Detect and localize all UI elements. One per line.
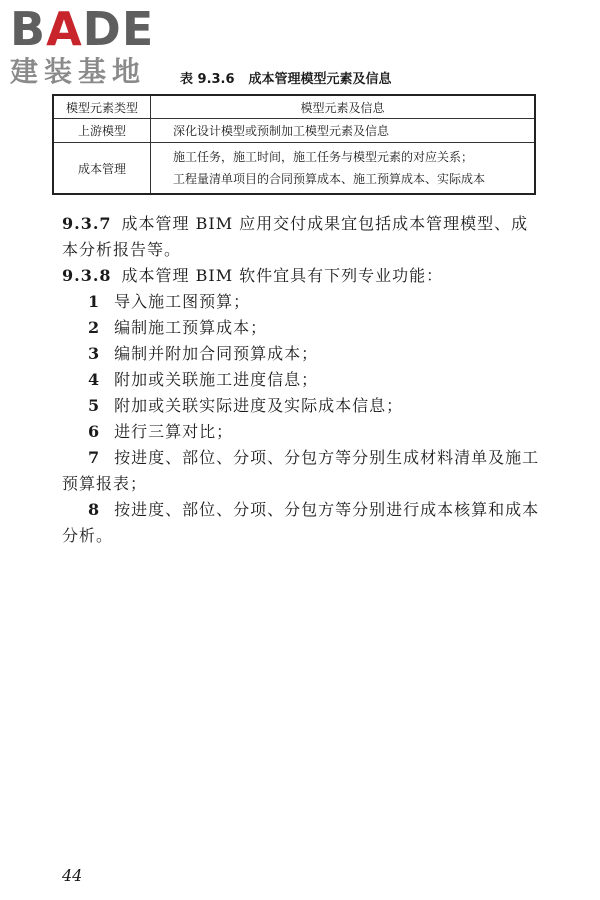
list-item [62, 419, 566, 445]
table-caption-title: 成本管理模型元素及信息 [248, 72, 392, 87]
list-item-text: 附加或关联施工进度信息； [114, 370, 319, 389]
list-item-text: 按进度、部位、分项、分包方等分别进行成本核算和成本分析。 [62, 500, 540, 545]
table-cell-line: 深化设计模型或预制加工模型元素及信息 [173, 124, 390, 138]
list-item-number: 7 [88, 448, 101, 467]
list-item-text: 按进度、部位、分项、分包方等分别生成材料清单及施工预算报表； [62, 448, 540, 493]
table-cell-info [151, 143, 536, 195]
logo-wordmark [10, 4, 154, 54]
list-item-text: 导入施工图预算； [114, 292, 251, 311]
section-9-3-8 [62, 263, 540, 289]
list-item-text: 附加或关联实际进度及实际成本信息； [114, 396, 404, 415]
list-item-number: 6 [88, 422, 101, 441]
table-cell-info [151, 119, 536, 143]
list-item-number: 2 [88, 318, 101, 337]
list-item [62, 289, 566, 315]
list-item [62, 315, 566, 341]
list-item [62, 367, 566, 393]
list-item-text: 进行三算对比； [114, 422, 234, 441]
page-number: 44 [62, 866, 83, 885]
table-header-type: 模型元素类型 [53, 95, 151, 119]
list-item-number: 4 [88, 370, 101, 389]
section-number: 9.3.8 [62, 266, 112, 285]
table-cell-type: 成本管理 [53, 143, 151, 195]
list-item-number: 8 [88, 500, 101, 519]
table-header-row [53, 95, 535, 119]
section-9-3-7 [62, 211, 540, 263]
list-item [62, 445, 540, 497]
table-row [53, 143, 535, 195]
table-cell-line: 工程量清单项目的合同预算成本、施工预算成本、实际成本 [173, 172, 486, 186]
logo [10, 4, 175, 90]
table-row [53, 119, 535, 143]
list-item-text: 编制施工预算成本； [114, 318, 268, 337]
cost-model-table [52, 94, 536, 195]
list-item [62, 393, 566, 419]
list-item [62, 341, 566, 367]
table-caption-number: 表 9.3.6 [180, 72, 235, 87]
list-item-number: 1 [88, 292, 101, 311]
section-text: 成本管理 BIM 应用交付成果宜包括成本管理模型、成本分析报告等。 [62, 214, 529, 259]
list-item-number: 5 [88, 396, 101, 415]
section-number: 9.3.7 [62, 214, 112, 233]
logo-letters-de: DE [82, 2, 155, 56]
logo-letter-a: A [46, 2, 83, 56]
list-item-number: 3 [88, 344, 101, 363]
logo-subtitle: 建装基地 [10, 55, 147, 88]
table-cell-line: 施工任务，施工时间，施工任务与模型元素的对应关系； [173, 150, 474, 164]
section-text: 成本管理 BIM 软件宜具有下列专业功能： [121, 266, 444, 285]
list-item [62, 497, 540, 549]
logo-letter-b: B [10, 2, 47, 56]
table-caption [180, 68, 392, 87]
table-cell-type: 上游模型 [53, 119, 151, 143]
list-item-text: 编制并附加合同预算成本； [114, 344, 319, 363]
table-header-info: 模型元素及信息 [151, 95, 536, 119]
